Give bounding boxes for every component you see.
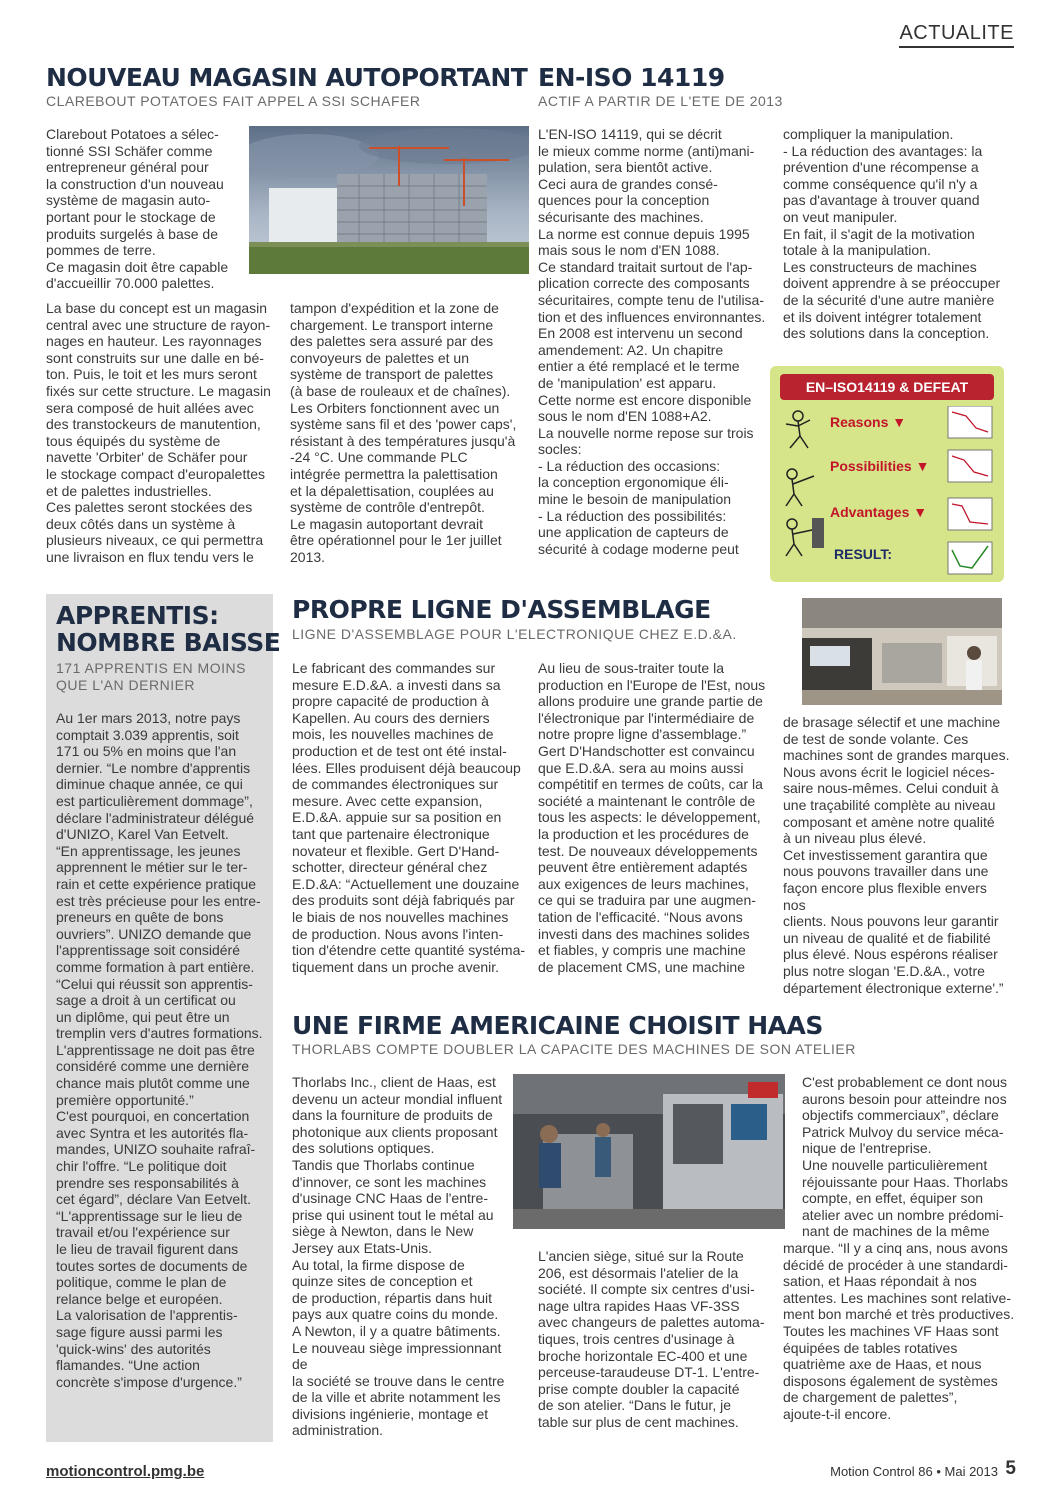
footer-issue: Motion Control 86 • Mai 2013 bbox=[830, 1464, 998, 1479]
graphic-mini-charts bbox=[946, 406, 996, 576]
assembly-line-photo bbox=[802, 598, 1002, 705]
article4-col1: Thorlabs Inc., client de Haas, est devenu un acteur mondial influent dans la fourniture de produits de photonique aux clients proposant des solutions optiques. Tandis que Thorlabs continue d'innover, ce sont les machines d'usinage CNC Haas de l'entre- prise qui usinent tout le métal au siège à Newton, dans le New Jersey aux Etats-Unis. Au total, la firme dispose de quinze sites de conception et de production, répartis dans huit pays aux quatre coins du monde. A Newton, il y a quatre bâtiments. Le nouveau siège impressionnant de la société se trouve dans le centre de la ville et abrite notamment les divisions ingénierie, montage et administration. bbox=[292, 1074, 505, 1439]
figure-icon bbox=[778, 406, 826, 581]
article3-subtitle: LIGNE D'ASSEMBLAGE POUR L'ELECTRONIQUE CHEZ E.D.&A. bbox=[292, 626, 737, 642]
page-number: 5 bbox=[1005, 1458, 1016, 1479]
article1-title: NOUVEAU MAGASIN AUTOPORTANT bbox=[46, 63, 528, 92]
article3-title: PROPRE LIGNE D'ASSEMBLAGE bbox=[292, 595, 711, 624]
sidebar-subtitle: 171 APPRENTIS EN MOINS QUE L'AN DERNIER bbox=[56, 660, 246, 693]
warehouse-photo bbox=[249, 126, 529, 274]
article2-col2: compliquer la manipulation. - La réduction des avantages: la prévention d'une récompense a comme conséquence qu'il n'y a pas d'avantage à trouver quand on veut manipuler. En fait, il s'agit de la motivation totale à la manipulation. Les constructeurs de machines doivent apprendre à se préoccuper de la sécurité d'une autre manière et ils doivent intégrer totalement des solutions dans la conception. bbox=[783, 126, 1001, 342]
article1-subtitle: CLAREBOUT POTATOES FAIT APPEL A SSI SCHAFER bbox=[46, 93, 421, 109]
article4-title: UNE FIRME AMERICAINE CHOISIT HAAS bbox=[292, 1011, 823, 1040]
article3-col1: Le fabricant des commandes sur mesure E.D.&A. a investi dans sa propre capacité de production à Kapellen. Au cours des derniers mois, les nouvelles machines de production et de test ont été instal- lées. Elles produisent déjà beaucoup de commandes électroniques sur mesure. Avec cette expansion, E.D.&A. appuie sur sa position en tant que partenaire électronique novateur et flexible. Gert D'Hand- schotter, directeur général chez E.D.&A: “Actuellement une douzaine des produits sont déjà fabriqués par le biais de nos nouvelles machines de production. Nous avons l'inten- tion d'étendre cette quantité systéma- tiquement dans un proche avenir. bbox=[292, 660, 526, 975]
sidebar-title-line1: APPRENTIS: bbox=[56, 601, 219, 630]
graphic-title: EN–ISO14119 & DEFEAT bbox=[780, 374, 994, 400]
article4-subtitle: THORLABS COMPTE DOUBLER LA CAPACITE DES MACHINES DE SON ATELIER bbox=[292, 1041, 856, 1057]
article4-col3a: C'est probablement ce dont nous aurons besoin pour atteindre nos objectifs commerciaux”, déclare Patrick Mulvoy du service méca- nique de l'entreprise. Une nouvelle particulièrement réjouissante pour Haas. Thorlabs compte, en effet, équiper son atelier avec un nombre prédomi- nant de machines de la même bbox=[802, 1074, 1008, 1240]
graphic-row-advantages: Advantages ▼ bbox=[830, 504, 928, 520]
article3-col2: Au lieu de sous-traiter toute la production en l'Europe de l'Est, nous allons produire une grande partie de l'électronique par l'intermédiaire de notre propre ligne d'assemblage.” Gert D'Handschotter est convaincu que E.D.&A. sera au moins aussi compétitif en termes de coûts, car la société a maintenant le contrôle de tous les aspects: le développement, la production et les procédures de test. De nouveaux développements peuvent être entièrement adaptés aux exigences de leurs machines, ce qui se traduira par une augmen- tation de l'efficacité. “Nous avons investi dans des machines solides et fiables, y compris une machine de placement CMS, une machine bbox=[538, 660, 766, 975]
article4-col2: L'ancien siège, situé sur la Route 206, est désormais l'atelier de la société. Il compte six centres d'usi- nage ultra rapides Haas VF-3SS avec changeurs de palettes automa- tiques, trois centres d'usinage à broche horizontale EC-400 et une perceuse-taraudeuse DT-1. L'entre- prise compte doubler la capacité de son atelier. “Dans le futur, je table sur plus de cent machines. bbox=[538, 1248, 765, 1430]
sidebar-body: Au 1er mars 2013, notre pays comptait 3.039 apprentis, soit 171 ou 5% en moins que l'an dernier. “Le nombre d'apprentis diminue chaque année, ce qui est particulièrement dommage”, déclare l'administrateur délégué d'UNIZO, Karel Van Eetvelt. “En apprentissage, les jeunes apprennent le métier sur le ter- rain et cette expérience pratique est très précieuse pour les entre- preneurs en quête de bons ouvriers”. UNIZO demande que l'apprentissage soit considéré comme formation à part entière. “Celui qui réussit son apprentis- sage a droit à un certificat ou un diplôme, qui peut être un tremplin vers d'autres formations. L'apprentissage ne doit pas être considéré comme une dernière chance mais plutôt comme une première opportunité.” C'est pourquoi, en concertation avec Syntra et les autorités fla- mandes, UNIZO souhaite rafraî- chir l'offre. “Le politique doit prendre ses responsabilités à cet égard”, déclare Van Eetvelt. “L'apprentissage sur le lieu de travail et/ou l'expérience sur le lieu de travail figurent dans toutes sortes de documents de politique, comme le plan de relance belge et européen. La valorisation de l'apprentis- sage figure aussi parmi les 'quick-wins' des autorités flamandes. “Une action concrète s'impose d'urgence.” bbox=[56, 710, 263, 1390]
article4-col3b: marque. “Il y a cinq ans, nous avons décidé de procéder à une standardi- sation, et Haas répondait à nos attentes. Les machines sont relative- ment bon marché et très productives. Toutes les machines VF Haas sont équipées de tables rotatives quatrième axe de Haas, et nous disposons également de systèmes de chargement de palettes”, ajoute-t-il encore. bbox=[783, 1240, 1015, 1422]
article2-title: EN-ISO 14119 bbox=[538, 63, 725, 92]
article2-subtitle: ACTIF A PARTIR DE L'ETE DE 2013 bbox=[538, 93, 783, 109]
section-label: ACTUALITE bbox=[899, 22, 1014, 48]
article1-col2: tampon d'expédition et la zone de chargement. Le transport interne des palettes sera assuré par des convoyeurs de palettes et un système de transport de palettes (à base de rouleaux et de chaînes). Les Orbiters fonctionnent avec un système sans fil et des 'power caps', résistant à des températures jusqu'à -24 °C. Une commande PLC intégrée permettra la palettisation et la dépalettisation, couplées au système de contrôle d'entrepôt. Le magasin autoportant devrait être opérationnel pour le 1er juillet 2013. bbox=[290, 300, 517, 565]
haas-workshop-photo bbox=[513, 1074, 785, 1229]
sidebar-title-line2: NOMBRE BAISSE bbox=[56, 628, 281, 657]
article3-col3: de brasage sélectif et une machine de test de sonde volante. Ces machines sont de grandes marques. Nous avons écrit le logiciel néces- saire nous-mêmes. Celui conduit à une traçabilité complète au niveau composant et amène notre qualité à un niveau plus élevé. Cet investissement garantira que nous pouvons travailler dans une façon encore plus flexible envers nos clients. Nous pouvons leur garantir un niveau de qualité et de fiabilité plus élevé. Nous espérons réaliser plus notre slogan 'E.D.&A., votre département électronique externe'.” bbox=[783, 714, 1010, 996]
graphic-row-possibilities: Possibilities ▼ bbox=[830, 458, 930, 474]
article1-col1a: Clarebout Potatoes a sélec- tionné SSI Schäfer comme entrepreneur général pour la construction d'un nouveau système de magasin auto- portant pour le stockage de produits surgelés à base de pommes de terre. Ce magasin doit être capable d'accueillir 70.000 palettes. bbox=[46, 126, 229, 292]
article1-col1b: La base du concept est un magasin central avec une structure de rayon- nages en hauteur. Les rayonnages sont construits sur une dalle en bé- ton. Puis, le toit et les murs seront fixés sur cette structure. Le magasin sera composé de huit allées avec des transtockeurs de manutention, tous équipés du système de navette 'Orbiter' de Schäfer pour le stockage compact d'europalettes et de palettes industrielles. Ces palettes seront stockées des deux côtés dans un système à plusieurs niveaux, ce qui permettra une livraison en flux tendu vers le bbox=[46, 300, 271, 565]
footer-url-link[interactable]: motioncontrol.pmg.be bbox=[46, 1463, 205, 1480]
graphic-result: RESULT: bbox=[834, 546, 893, 562]
iso-defeat-graphic bbox=[770, 366, 1004, 582]
article2-col1: L'EN-ISO 14119, qui se décrit le mieux comme norme (anti)mani- pulation, sera bientôt active. Ceci aura de grandes consé- quences pour la conception sécurisante des machines. La norme est connue depuis 1995 mais sous le nom d'EN 1088. Ce standard traitait surtout de l'ap- plication correcte des composants sécuritaires, compte tenu de l'utilisa- tion et des influences environnantes. En 2008 est intervenu un second amendement: A2. Un chapitre entier a été remplacé et le terme de 'manipulation' est apparu. Cette norme est encore disponible sous le nom d'EN 1088+A2. La nouvelle norme repose sur trois socles: - La réduction des occasions: la conception ergonomique éli- mine le besoin de manipulation - La réduction des possibilités: une application de capteurs de sécurité à codage moderne peut bbox=[538, 126, 766, 557]
graphic-row-reasons: Reasons ▼ bbox=[830, 414, 907, 430]
